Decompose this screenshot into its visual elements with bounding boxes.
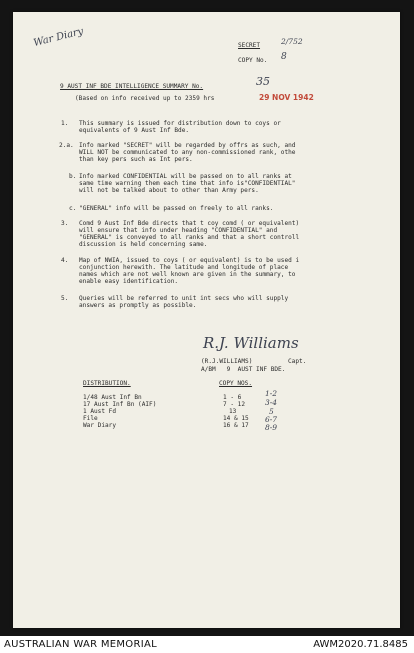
based-on-line: (Based on info received up to 2359 hrs — [75, 95, 215, 102]
copy-label: COPY No. — [238, 57, 268, 64]
copy-nos-5: 16 & 17 — [223, 422, 249, 429]
para-2b-line-1: Info marked CONFIDENTIAL will be passed on to all ranks at — [79, 173, 292, 180]
footer-bar — [0, 636, 414, 653]
copy-nos-3: 13 — [229, 408, 237, 415]
para-3-line-1: Comd 9 Aust Inf Bde directs that t coy comd ( or equivalent) — [79, 220, 300, 227]
distribution-heading: DISTRIBUTION. — [83, 380, 131, 387]
para-2c-line-1: "GENERAL" info will be passed on freely to all ranks. — [79, 205, 274, 212]
handwritten-copy-1: 1-2 — [265, 389, 278, 398]
copy-nos-4: 14 & 15 — [223, 415, 249, 422]
distribution-unit-4: File — [83, 415, 98, 422]
handwritten-ref-number: 2/752 — [281, 37, 303, 46]
date-stamp: 29 NOV 1942 — [259, 93, 314, 102]
secret-classification: SECRET — [238, 42, 261, 49]
footer-accession-number: AWM2020.71.8485 — [313, 639, 408, 650]
para-3-line-4: discussion is held concerning same. — [79, 241, 208, 248]
para-2c-number: c. — [69, 205, 77, 212]
summary-title: 9 AUST INF BDE INTELLIGENCE SUMMARY No. — [60, 83, 204, 90]
para-2a-line-2: WILL NOT be communicated to any non-commissioned rank, othe — [79, 149, 296, 156]
document-page — [13, 12, 400, 628]
para-2b-line-2: same time warning them each time that info is"CONFIDENTIAL" — [79, 180, 296, 187]
copy-nos-heading: COPY NOS. — [219, 380, 253, 387]
para-4-line-2: conjunction herewith. The latitude and longitude of place — [79, 264, 289, 271]
para-4-line-4: enable easy identification. — [79, 278, 179, 285]
para-2a-line-3: than key pers such as Int pers. — [79, 156, 193, 163]
para-1-number: 1. — [61, 120, 69, 127]
handwritten-copy-3: 5 — [269, 407, 274, 416]
handwritten-copy-4: 6-7 — [265, 415, 278, 424]
para-4-line-1: Map of NWIA, issued to coys ( or equivalent) is to be used i — [79, 257, 300, 264]
para-2a-number: 2.a. — [59, 142, 74, 149]
para-2b-number: b. — [69, 173, 77, 180]
distribution-unit-5: War Diary — [83, 422, 117, 429]
copy-number: 8 — [281, 52, 287, 62]
para-1-line-2: equivalents of 9 Aust Inf Bde. — [79, 127, 190, 134]
handwritten-war-diary-note: War Diary — [32, 26, 85, 49]
distribution-unit-1: 1/48 Aust Inf Bn — [83, 394, 142, 401]
para-4-number: 4. — [61, 257, 69, 264]
signatory-rank: Capt. — [288, 358, 307, 365]
para-1-line-1: This summary is issued for distribution down to coys or — [79, 120, 281, 127]
footer-institution: AUSTRALIAN WAR MEMORIAL — [4, 639, 157, 650]
handwritten-copy-2: 3-4 — [265, 398, 278, 407]
para-2b-line-3: will not be talked about to other than Army pers. — [79, 187, 259, 194]
para-5-line-2: answers as promptly as possible. — [79, 302, 197, 309]
para-4-line-3: names which are not well known are given in the summary, to — [79, 271, 296, 278]
summary-number: 35 — [256, 75, 270, 88]
distribution-unit-3: 1 Aust Fd — [83, 408, 117, 415]
copy-nos-2: 7 - 12 — [223, 401, 246, 408]
para-5-number: 5. — [61, 295, 69, 302]
signatory-name: (R.J.WILLIAMS) — [201, 358, 253, 365]
distribution-unit-2: 17 Aust Inf Bn (AIF) — [83, 401, 157, 408]
handwritten-copy-5: 8-9 — [265, 423, 278, 432]
para-3-number: 3. — [61, 220, 69, 227]
para-2a-line-1: Info marked "SECRET" will be regarded by offrs as such, and — [79, 142, 296, 149]
signatory-appointment: A/BM 9 AUST INF BDE. — [201, 366, 286, 373]
para-5-line-1: Queries will be referred to unit int secs who will supply — [79, 295, 289, 302]
para-3-line-3: "GENERAL" is conveyed to all ranks and that a short controll — [79, 234, 300, 241]
copy-nos-1: 1 - 6 — [223, 394, 242, 401]
para-3-line-2: will ensure that info under heading "CONFIDENTIAL" and — [79, 227, 278, 234]
handwritten-signature: R.J. Williams — [203, 334, 299, 352]
